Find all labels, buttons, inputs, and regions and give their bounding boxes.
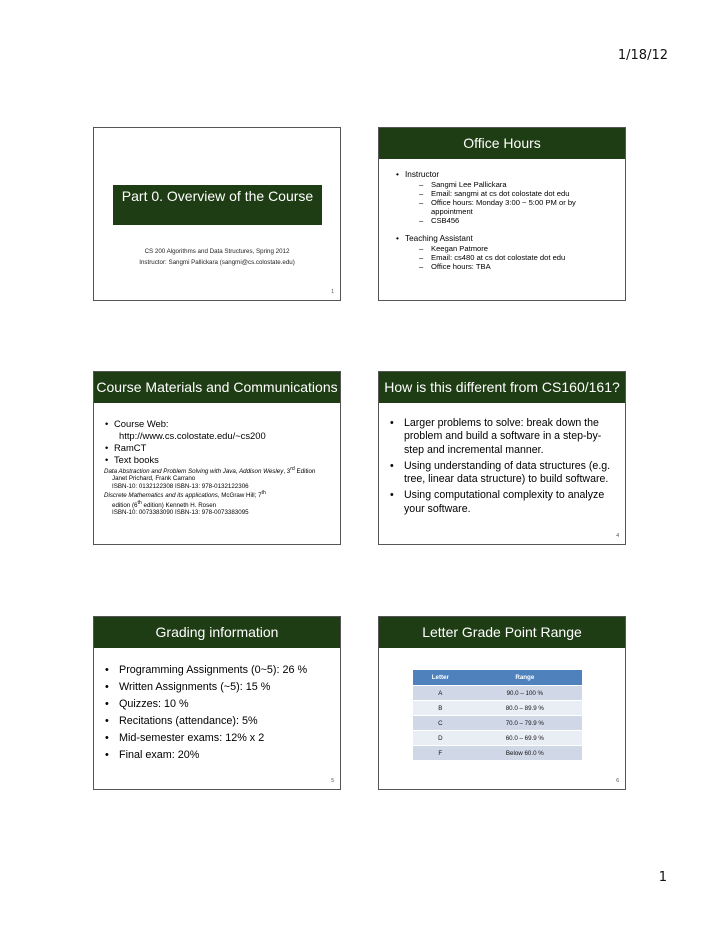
- slide-5-grading: [93, 616, 341, 790]
- book-1-edition-sup: rd: [290, 466, 295, 472]
- book-2-edition: edition (6: [112, 501, 138, 509]
- book-2-pub-sup: th: [261, 490, 266, 497]
- cell-letter: A: [413, 686, 468, 701]
- list-item: – Email: cs480 at cs dot colostate dot edu: [419, 253, 617, 262]
- cell-range: 70.0 – 79.9 %: [468, 716, 582, 731]
- column-header-range: Range: [468, 670, 582, 686]
- slide-6-letter-grades: [378, 616, 626, 790]
- handout-date: 1/18/12: [617, 48, 668, 63]
- list-item: • Programming Assignments (0~5): 26 %: [102, 662, 334, 679]
- table-header-row: [413, 670, 582, 686]
- table-row: [413, 716, 582, 731]
- cell-range: Below 60.0 %: [468, 746, 582, 761]
- list-item: – Sangmi Lee Pallickara: [419, 180, 617, 189]
- slide-6-number: 6: [616, 778, 619, 784]
- slide-4-differences: [378, 371, 626, 545]
- bullet-label: Teaching Assistant: [405, 234, 473, 243]
- book-1-isbn: ISBN-10: 0132122308 ISBN-13: 978-0132122306: [112, 482, 249, 490]
- list-item: • Recitations (attendance): 5%: [102, 713, 334, 730]
- column-header-letter: Letter: [413, 670, 468, 686]
- list-item: • Quizzes: 10 %: [102, 696, 334, 713]
- list-item: – Office hours: Monday 3:00 ~ 5:00 PM or by appointment: [419, 198, 617, 216]
- table-row: [413, 746, 582, 761]
- textbook-2: [102, 490, 334, 516]
- cell-range: 90.0 – 100 %: [468, 686, 582, 701]
- bullet-ta: [393, 234, 617, 271]
- cell-letter: B: [413, 701, 468, 716]
- book-1-edition: , 3: [283, 468, 291, 476]
- table-row: [413, 731, 582, 746]
- cell-letter: C: [413, 716, 468, 731]
- slide-5-bullets: [102, 662, 334, 764]
- slide-1-heading: Part 0. Overview of the Course: [113, 185, 322, 225]
- book-2-author: edition) Kenneth H. Rosen: [141, 501, 217, 509]
- list-item: – Office hours: TBA: [419, 262, 617, 271]
- slide-5-title: Grading information: [94, 617, 340, 648]
- slide-3-bullets: [102, 418, 334, 517]
- cell-range: 80.0 – 89.9 %: [468, 701, 582, 716]
- list-item: – CSB456: [419, 216, 617, 225]
- slide-2-title: Office Hours: [379, 128, 625, 159]
- slide-1-number: 1: [331, 289, 334, 295]
- bullet-label: Text books: [114, 454, 159, 465]
- textbook-1: [102, 466, 334, 490]
- book-2-isbn: ISBN-10: 0073383090 ISBN-13: 978-0073383095: [112, 509, 249, 517]
- table-row: [413, 686, 582, 701]
- list-item: • Mid-semester exams: 12% x 2: [102, 730, 334, 747]
- slide-3-title: Course Materials and Communications: [94, 372, 340, 403]
- slide-4-bullets: [387, 417, 615, 519]
- list-item: – Email: sangmi at cs dot colostate dot edu: [419, 189, 617, 198]
- cell-letter: D: [413, 731, 468, 746]
- instructor-sublist: [405, 180, 617, 225]
- spacer: [393, 225, 617, 234]
- list-item: • Using understanding of data structures (e.g. tree, linear data structure) to build software.: [387, 460, 615, 487]
- book-2-edition-sup: th: [137, 499, 142, 506]
- bullet-label: Instructor: [405, 170, 440, 179]
- course-web-url: http://www.cs.colostate.edu/~cs200: [119, 430, 266, 441]
- book-2-title: Discrete Mathematics and its applications: [104, 492, 218, 500]
- book-1-title: Data Abstraction and Problem Solving with Java, Addison Wesley: [104, 468, 284, 476]
- book-2-publisher: , McGraw Hill; 7: [217, 492, 262, 500]
- slide-1-course-line: CS 200 Algorithms and Data Structures, Spring 2012: [144, 248, 290, 255]
- slide-4-title: How is this different from CS160/161?: [379, 372, 625, 403]
- slide-1-title: [93, 127, 341, 301]
- slide-2-office-hours: [378, 127, 626, 301]
- list-item: • Written Assignments (~5): 15 %: [102, 679, 334, 696]
- list-item: • Using computational complexity to analyze your software.: [387, 489, 615, 516]
- list-item: – Keegan Patmore: [419, 244, 617, 253]
- bullet-ramct: [102, 442, 334, 454]
- bullet-label: RamCT: [114, 442, 147, 453]
- bullet-instructor: [393, 170, 617, 225]
- grade-table: [413, 670, 582, 761]
- page-number: 1: [658, 870, 667, 885]
- slide-1-instructor-line: Instructor: Sangmi Pallickara (sangmi@cs.colostate.edu): [139, 259, 295, 266]
- ta-sublist: [405, 244, 617, 271]
- table-row: [413, 701, 582, 716]
- bullet-label: Course Web:: [114, 418, 169, 429]
- list-item: • Larger problems to solve: break down the problem and build a software in a step-by-step and incremental manner.: [387, 417, 615, 457]
- book-1-edition-post: Edition: [294, 468, 316, 476]
- slide-2-bullets: [393, 170, 617, 271]
- bullet-course-web: [102, 418, 334, 430]
- slide-5-number: 5: [331, 778, 334, 784]
- slide-4-number: 4: [616, 533, 619, 539]
- slide-3-course-materials: [93, 371, 341, 545]
- cell-range: 60.0 – 69.9 %: [468, 731, 582, 746]
- list-item: • Final exam: 20%: [102, 747, 334, 764]
- book-1-authors: Janet Prichard, Frank Carrano: [112, 475, 196, 483]
- slide-6-title: Letter Grade Point Range: [379, 617, 625, 648]
- bullet-textbooks: [102, 454, 334, 466]
- cell-letter: F: [413, 746, 468, 761]
